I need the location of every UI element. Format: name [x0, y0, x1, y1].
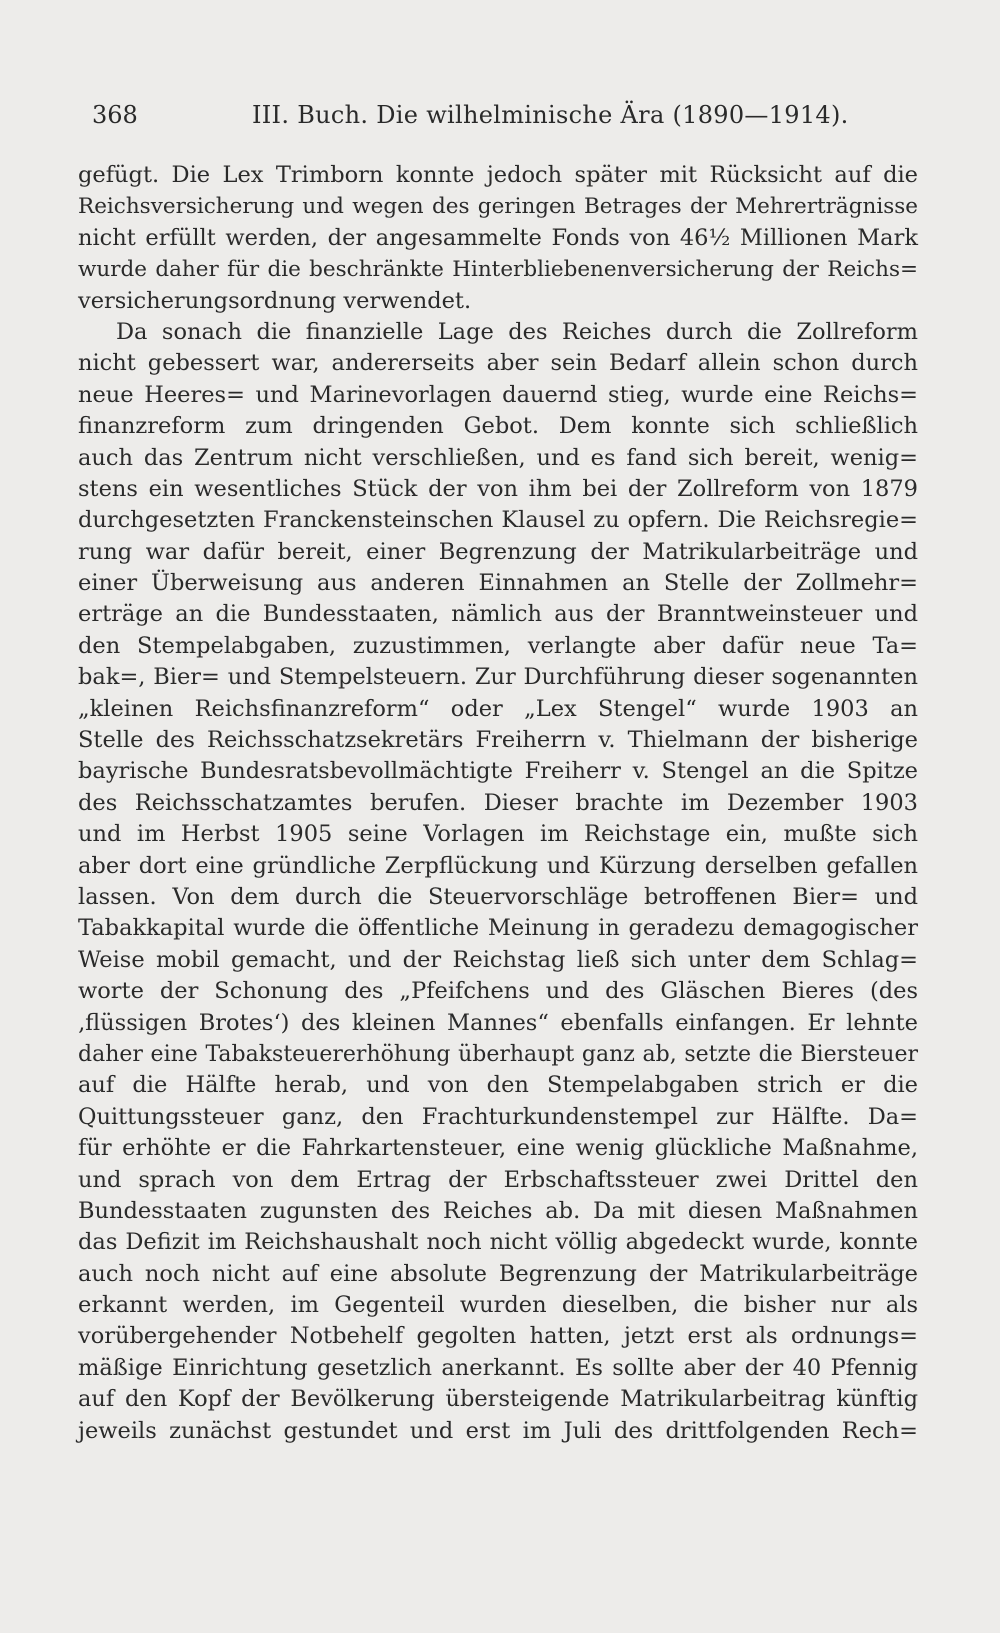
- text-line: auf die Hälfte herab, und von den Stempelabgaben strich er die: [78, 1072, 918, 1099]
- text-line: das Defizit im Reichshaushalt noch nicht völlig abgedeckt wurde, konnte: [78, 1229, 918, 1256]
- text-line: für erhöhte er die Fahrkartensteuer, eine wenig glückliche Maßnahme,: [78, 1135, 918, 1162]
- text-line: Weise mobil gemacht, und der Reichstag ließ sich unter dem Schlag=: [78, 946, 918, 973]
- text-line: finanzreform zum dringenden Gebot. Dem konnte sich schließlich: [78, 413, 918, 440]
- text-line: auf den Kopf der Bevölkerung übersteigende Matrikularbeitrag künftig: [78, 1386, 918, 1413]
- text-line: aber dort eine gründliche Zerpflückung und Kürzung derselben gefallen: [78, 852, 918, 879]
- text-line: rung war dafür bereit, einer Begrenzung der Matrikularbeiträge und: [78, 538, 918, 565]
- text-line: bayrische Bundesratsbevollmächtigte Freiherr v. Stengel an die Spitze: [78, 758, 918, 785]
- text-line: und im Herbst 1905 seine Vorlagen im Reichstage ein, mußte sich: [78, 821, 918, 848]
- text-line: stens ein wesentliches Stück der von ihm bei der Zollreform von 1879: [78, 475, 918, 502]
- page-number: 368: [92, 101, 138, 129]
- text-line: auch das Zentrum nicht verschließen, und es fand sich bereit, wenig=: [78, 444, 918, 471]
- page-header: [92, 98, 912, 132]
- text-line: Bundesstaaten zugunsten des Reiches ab. Da mit diesen Maßnahmen: [78, 1197, 918, 1224]
- text-line: des Reichsschatzamtes berufen. Dieser brachte im Dezember 1903: [78, 789, 918, 816]
- text-line: vorübergehender Notbehelf gegolten hatten, jetzt erst als ordnungs=: [78, 1323, 918, 1350]
- text-line: erkannt werden, im Gegenteil wurden dieselben, die bisher nur als: [78, 1292, 918, 1319]
- text-line: Quittungssteuer ganz, den Frachturkundenstempel zur Hälfte. Da=: [78, 1103, 918, 1130]
- text-line: wurde daher für die beschränkte Hinterbliebenenversicherung der Reichs=: [78, 257, 918, 283]
- text-line: erträge an die Bundesstaaten, nämlich aus der Branntweinsteuer und: [78, 601, 918, 628]
- text-line: Tabakkapital wurde die öffentliche Meinung in geradezu demagogischer: [78, 915, 918, 942]
- text-line: „kleinen Reichsfinanzreform“ oder „Lex Stengel“ wurde 1903 an: [78, 695, 918, 722]
- text-line: nicht gebessert war, andererseits aber sein Bedarf allein schon durch: [78, 350, 918, 377]
- text-line: Reichsversicherung und wegen des geringen Betrages der Mehrerträgnisse: [78, 194, 918, 220]
- text-line: gefügt. Die Lex Trimborn konnte jedoch später mit Rücksicht auf die: [78, 162, 918, 188]
- text-line: jeweils zunächst gestundet und erst im Juli des drittfolgenden Rech=: [78, 1417, 918, 1444]
- body-text: [78, 160, 918, 1447]
- text-line: nicht erfüllt werden, der angesammelte Fonds von 46½ Millionen Mark: [78, 224, 918, 251]
- text-line: einer Überweisung aus anderen Einnahmen an Stelle der Zollmehr=: [78, 570, 918, 597]
- text-line: daher eine Tabaksteuererhöhung überhaupt ganz ab, setzte die Biersteuer: [78, 1041, 918, 1067]
- text-line: ‚flüssigen Brotes‘) des kleinen Mannes“ ebenfalls einfangen. Er lehnte: [78, 1009, 918, 1036]
- text-line: mäßige Einrichtung gesetzlich anerkannt. Es sollte aber der 40 Pfennig: [78, 1354, 918, 1381]
- text-line: lassen. Von dem durch die Steuervorschläge betroffenen Bier= und: [78, 883, 918, 910]
- text-line: den Stempelabgaben, zuzustimmen, verlangte aber dafür neue Ta=: [78, 632, 918, 659]
- text-line: Stelle des Reichsschatzsekretärs Freiherrn v. Thielmann der bisherige: [78, 727, 918, 754]
- text-line: worte der Schonung des „Pfeifchens und des Gläschen Bieres (des: [78, 978, 918, 1005]
- text-line: und sprach von dem Ertrag der Erbschaftssteuer zwei Drittel den: [78, 1166, 918, 1193]
- text-line: versicherungsordnung verwendet.: [78, 287, 472, 314]
- running-head: III. Buch. Die wilhelminische Ära (1890—1914).: [252, 101, 849, 129]
- text-line: auch noch nicht auf eine absolute Begrenzung der Matrikularbeiträge: [78, 1260, 918, 1287]
- text-line: neue Heeres= und Marinevorlagen dauernd stieg, wurde eine Reichs=: [78, 381, 918, 408]
- text-line: durchgesetzten Franckensteinschen Klausel zu opfern. Die Reichsregie=: [78, 507, 918, 534]
- text-line: bak=, Bier= und Stempelsteuern. Zur Durchführung dieser sogenannten: [78, 664, 918, 691]
- text-line: Da sonach die finanzielle Lage des Reiches durch die Zollreform: [116, 318, 918, 345]
